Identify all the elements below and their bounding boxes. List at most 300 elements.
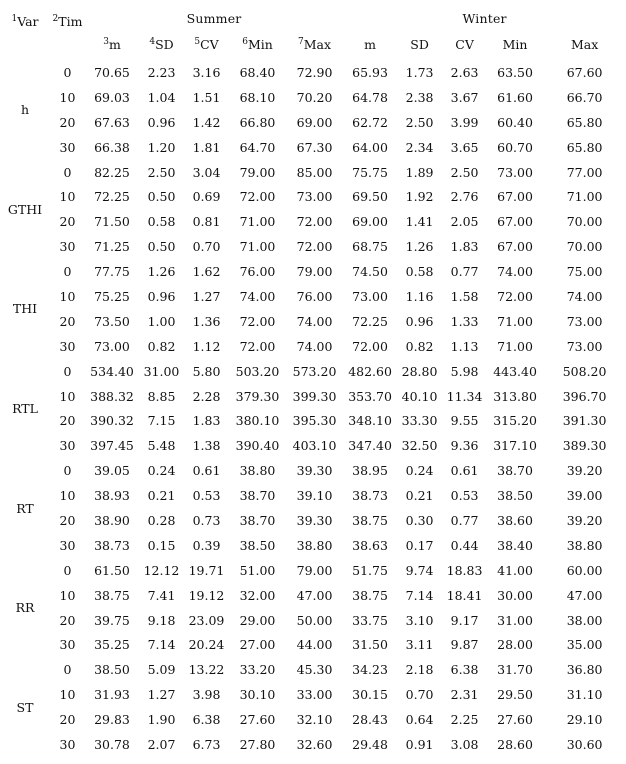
time-cell: 20 [59, 313, 76, 329]
value-cell: 70.00 [566, 214, 603, 230]
header-tim [50, 0, 85, 60]
value-cell: 38.75 [352, 512, 388, 528]
header-label: Min [247, 36, 273, 52]
value-cell: 0.21 [147, 488, 176, 504]
header-label: m [108, 36, 121, 52]
time-cell: 20 [59, 214, 76, 230]
variable-label: RT [16, 500, 34, 516]
value-cell: 67.60 [566, 64, 603, 80]
value-cell: 1.12 [192, 338, 221, 354]
value-cell: 396.70 [562, 388, 607, 404]
value-cell: 0.70 [405, 687, 434, 703]
header-label: Max [303, 36, 332, 52]
value-cell: 32.50 [401, 438, 438, 454]
value-cell: 1.90 [147, 712, 176, 728]
value-cell: 0.50 [147, 239, 176, 255]
table-row [0, 408, 626, 433]
value-cell: 9.55 [450, 413, 479, 429]
value-cell: 71.25 [94, 239, 130, 255]
variable-label: RR [15, 600, 35, 616]
table-row [0, 707, 626, 732]
value-cell: 38.80 [296, 537, 333, 553]
value-cell: 2.76 [450, 189, 479, 205]
value-cell: 27.60 [239, 712, 276, 728]
value-cell: 38.00 [566, 612, 603, 628]
value-cell: 65.80 [566, 139, 603, 155]
value-cell: 0.44 [450, 537, 479, 553]
value-cell: 66.38 [94, 139, 130, 155]
value-cell: 33.20 [239, 662, 276, 678]
header-winter-cv: CV [455, 36, 474, 52]
value-cell: 73.00 [94, 338, 130, 354]
value-cell: 389.30 [562, 438, 607, 454]
time-cell: 10 [59, 488, 76, 504]
value-cell: 399.30 [292, 388, 337, 404]
value-cell: 27.00 [239, 637, 276, 653]
value-cell: 31.70 [497, 662, 533, 678]
value-cell: 1.83 [192, 413, 221, 429]
value-cell: 0.15 [147, 537, 176, 553]
value-cell: 73.00 [497, 164, 533, 180]
value-cell: 380.10 [235, 413, 280, 429]
value-cell: 1.04 [147, 89, 176, 105]
value-cell: 69.00 [352, 214, 388, 230]
value-cell: 3.04 [192, 164, 221, 180]
time-cell: 20 [59, 712, 76, 728]
value-cell: 0.61 [192, 463, 221, 479]
value-cell: 38.40 [497, 537, 533, 553]
value-cell: 2.50 [450, 164, 479, 180]
value-cell: 0.28 [147, 512, 176, 528]
value-cell: 68.75 [352, 239, 388, 255]
value-cell: 39.20 [566, 512, 603, 528]
value-cell: 18.41 [446, 587, 483, 603]
value-cell: 1.42 [192, 114, 221, 130]
value-cell: 390.32 [90, 413, 134, 429]
value-cell: 38.95 [352, 463, 388, 479]
value-cell: 19.71 [188, 562, 225, 578]
value-cell: 75.25 [94, 288, 130, 304]
value-cell: 28.80 [401, 363, 438, 379]
value-cell: 2.31 [450, 687, 479, 703]
value-cell: 69.50 [352, 189, 388, 205]
table-row [0, 433, 626, 458]
value-cell: 397.45 [90, 438, 134, 454]
table-row [0, 583, 626, 608]
value-cell: 1.00 [147, 313, 176, 329]
value-cell: 347.40 [348, 438, 392, 454]
header-winter-m: m [364, 36, 376, 52]
value-cell: 1.81 [192, 139, 221, 155]
header-summer-max [286, 28, 343, 60]
value-cell: 0.73 [192, 512, 221, 528]
value-cell: 508.20 [562, 363, 607, 379]
value-cell: 41.00 [497, 562, 533, 578]
value-cell: 72.00 [352, 338, 388, 354]
value-cell: 0.24 [405, 463, 434, 479]
header-label: SD [155, 36, 174, 52]
value-cell: 1.26 [147, 264, 176, 280]
value-cell: 5.98 [450, 363, 479, 379]
value-cell: 0.39 [192, 537, 221, 553]
table-row [0, 732, 626, 757]
header-group-summer: Summer [186, 11, 242, 26]
table-row [0, 608, 626, 633]
value-cell: 68.40 [239, 64, 276, 80]
value-cell: 0.21 [405, 488, 434, 504]
value-cell: 29.48 [352, 736, 388, 752]
value-cell: 2.28 [192, 388, 221, 404]
value-cell: 2.63 [450, 64, 479, 80]
table-row [0, 209, 626, 234]
value-cell: 67.30 [296, 139, 333, 155]
time-cell: 10 [59, 288, 76, 304]
value-cell: 38.90 [94, 512, 130, 528]
value-cell: 3.16 [192, 64, 221, 80]
time-cell: 10 [59, 89, 76, 105]
value-cell: 2.23 [147, 64, 176, 80]
value-cell: 62.72 [352, 114, 388, 130]
value-cell: 379.30 [235, 388, 280, 404]
value-cell: 317.10 [493, 438, 537, 454]
value-cell: 6.73 [192, 736, 221, 752]
table-row [0, 508, 626, 533]
value-cell: 5.09 [147, 662, 176, 678]
time-cell: 0 [63, 164, 72, 180]
value-cell: 38.50 [239, 537, 276, 553]
value-cell: 30.10 [239, 687, 276, 703]
value-cell: 29.50 [497, 687, 533, 703]
value-cell: 2.34 [405, 139, 434, 155]
value-cell: 75.75 [352, 164, 388, 180]
table-row [0, 657, 626, 682]
value-cell: 39.75 [94, 612, 130, 628]
value-cell: 76.00 [239, 264, 276, 280]
value-cell: 31.93 [94, 687, 130, 703]
table-row [0, 533, 626, 558]
value-cell: 3.65 [450, 139, 479, 155]
value-cell: 0.70 [192, 239, 221, 255]
value-cell: 65.80 [566, 114, 603, 130]
time-cell: 0 [63, 64, 72, 80]
variable-label: GTHI [7, 201, 43, 217]
value-cell: 38.50 [497, 488, 533, 504]
value-cell: 7.14 [405, 587, 434, 603]
value-cell: 0.64 [405, 712, 434, 728]
value-cell: 71.00 [497, 313, 533, 329]
header-winter-min: Min [502, 36, 528, 52]
value-cell: 503.20 [235, 363, 280, 379]
time-cell: 10 [59, 388, 76, 404]
value-cell: 34.23 [352, 662, 388, 678]
value-cell: 1.73 [405, 64, 434, 80]
value-cell: 3.11 [405, 637, 434, 653]
value-cell: 30.00 [497, 587, 533, 603]
value-cell: 82.25 [94, 164, 130, 180]
value-cell: 61.50 [94, 562, 130, 578]
table-row [0, 284, 626, 309]
value-cell: 38.80 [566, 537, 603, 553]
value-cell: 64.70 [239, 139, 276, 155]
value-cell: 5.48 [147, 438, 176, 454]
variable-label: RTL [12, 400, 38, 416]
value-cell: 534.40 [90, 363, 134, 379]
value-cell: 72.90 [296, 64, 333, 80]
value-cell: 45.30 [296, 662, 333, 678]
value-cell: 388.32 [90, 388, 134, 404]
value-cell: 1.26 [405, 239, 434, 255]
table-row [0, 334, 626, 359]
header-sup: 6 [242, 36, 248, 47]
value-cell: 0.69 [192, 189, 221, 205]
time-cell: 10 [59, 189, 76, 205]
value-cell: 60.40 [497, 114, 533, 130]
value-cell: 1.51 [192, 89, 221, 105]
table-row [0, 309, 626, 334]
value-cell: 0.61 [450, 463, 479, 479]
value-cell: 315.20 [493, 413, 537, 429]
header-winter-sd: SD [410, 36, 429, 52]
value-cell: 71.00 [497, 338, 533, 354]
value-cell: 0.91 [405, 736, 434, 752]
time-cell: 20 [59, 512, 76, 528]
time-cell: 0 [63, 662, 72, 678]
value-cell: 66.70 [566, 89, 603, 105]
header-summer-min [229, 28, 286, 60]
value-cell: 68.10 [239, 89, 276, 105]
table-row [0, 60, 626, 85]
value-cell: 38.75 [352, 587, 388, 603]
value-cell: 71.50 [94, 214, 130, 230]
value-cell: 38.70 [497, 463, 533, 479]
header-row-groups [0, 0, 626, 28]
table-row [0, 110, 626, 135]
value-cell: 79.00 [296, 264, 333, 280]
value-cell: 63.50 [497, 64, 533, 80]
header-var-sup: 1 [11, 13, 18, 24]
value-cell: 38.93 [94, 488, 130, 504]
value-cell: 31.00 [497, 612, 533, 628]
variable-label: THI [12, 301, 38, 317]
time-cell: 0 [63, 363, 72, 379]
value-cell: 74.00 [239, 288, 276, 304]
value-cell: 1.83 [450, 239, 479, 255]
value-cell: 51.00 [239, 562, 276, 578]
value-cell: 69.03 [94, 89, 130, 105]
value-cell: 74.00 [566, 288, 603, 304]
value-cell: 74.00 [497, 264, 533, 280]
value-cell: 391.30 [562, 413, 607, 429]
time-cell: 30 [59, 736, 76, 752]
value-cell: 33.30 [401, 413, 438, 429]
value-cell: 0.53 [192, 488, 221, 504]
value-cell: 2.07 [147, 736, 176, 752]
value-cell: 0.82 [405, 338, 434, 354]
value-cell: 0.96 [147, 288, 176, 304]
value-cell: 9.18 [147, 612, 176, 628]
value-cell: 573.20 [292, 363, 337, 379]
header-summer-m [85, 28, 139, 60]
value-cell: 3.10 [405, 612, 434, 628]
value-cell: 64.00 [352, 139, 388, 155]
header-summer-sd [139, 28, 184, 60]
time-cell: 0 [63, 562, 72, 578]
value-cell: 27.80 [239, 736, 276, 752]
value-cell: 73.00 [296, 189, 333, 205]
value-cell: 390.40 [235, 438, 280, 454]
table-row [0, 184, 626, 209]
value-cell: 31.50 [352, 637, 388, 653]
value-cell: 31.10 [566, 687, 603, 703]
header-winter-max: Max [570, 36, 599, 52]
value-cell: 29.83 [94, 712, 130, 728]
value-cell: 38.73 [352, 488, 388, 504]
value-cell: 66.80 [239, 114, 276, 130]
value-cell: 0.81 [192, 214, 221, 230]
value-cell: 75.00 [566, 264, 603, 280]
value-cell: 69.00 [296, 114, 333, 130]
value-cell: 70.00 [566, 239, 603, 255]
value-cell: 395.30 [292, 413, 337, 429]
value-cell: 72.00 [296, 239, 333, 255]
value-cell: 11.34 [446, 388, 483, 404]
header-var [0, 0, 50, 60]
header-group-winter: Winter [462, 11, 507, 26]
value-cell: 6.38 [192, 712, 221, 728]
header-sup: 7 [298, 36, 304, 47]
header-sup: 3 [103, 36, 109, 47]
value-cell: 33.75 [352, 612, 388, 628]
value-cell: 1.13 [450, 338, 479, 354]
value-cell: 28.00 [497, 637, 533, 653]
value-cell: 28.60 [497, 736, 533, 752]
value-cell: 38.70 [239, 488, 276, 504]
value-cell: 353.70 [348, 388, 392, 404]
value-cell: 44.00 [296, 637, 333, 653]
value-cell: 443.40 [493, 363, 537, 379]
value-cell: 39.20 [566, 463, 603, 479]
value-cell: 60.70 [497, 139, 533, 155]
time-cell: 30 [59, 537, 76, 553]
time-cell: 0 [63, 463, 72, 479]
value-cell: 2.38 [405, 89, 434, 105]
table-row [0, 632, 626, 657]
value-cell: 35.00 [566, 637, 603, 653]
value-cell: 39.05 [94, 463, 130, 479]
value-cell: 71.00 [239, 239, 276, 255]
value-cell: 1.16 [405, 288, 434, 304]
value-cell: 71.00 [239, 214, 276, 230]
value-cell: 47.00 [566, 587, 603, 603]
value-cell: 29.10 [566, 712, 603, 728]
value-cell: 348.10 [348, 413, 392, 429]
value-cell: 73.50 [94, 313, 130, 329]
header-tim-label: Tim [58, 14, 83, 29]
time-cell: 30 [59, 139, 76, 155]
value-cell: 6.38 [450, 662, 479, 678]
value-cell: 32.60 [296, 736, 333, 752]
value-cell: 65.93 [352, 64, 388, 80]
value-cell: 73.00 [566, 313, 603, 329]
time-cell: 30 [59, 438, 76, 454]
header-sup: 4 [149, 36, 156, 47]
header-sup: 5 [194, 36, 201, 47]
value-cell: 28.43 [352, 712, 388, 728]
value-cell: 0.24 [147, 463, 176, 479]
value-cell: 0.53 [450, 488, 479, 504]
value-cell: 2.25 [450, 712, 479, 728]
value-cell: 39.10 [296, 488, 333, 504]
value-cell: 29.00 [239, 612, 276, 628]
value-cell: 79.00 [239, 164, 276, 180]
value-cell: 9.36 [450, 438, 479, 454]
table-row [0, 359, 626, 384]
value-cell: 79.00 [296, 562, 333, 578]
value-cell: 77.00 [566, 164, 603, 180]
variable-label: ST [16, 699, 34, 715]
value-cell: 36.80 [566, 662, 603, 678]
value-cell: 0.58 [147, 214, 176, 230]
value-cell: 2.50 [405, 114, 434, 130]
value-cell: 9.87 [450, 637, 479, 653]
value-cell: 72.00 [239, 313, 276, 329]
table-row [0, 682, 626, 707]
value-cell: 30.60 [566, 736, 603, 752]
value-cell: 3.98 [192, 687, 221, 703]
value-cell: 0.77 [450, 512, 479, 528]
value-cell: 5.80 [192, 363, 221, 379]
value-cell: 72.00 [239, 189, 276, 205]
header-label: CV [200, 36, 219, 52]
value-cell: 35.25 [94, 637, 130, 653]
value-cell: 72.00 [497, 288, 533, 304]
value-cell: 23.09 [188, 612, 225, 628]
value-cell: 85.00 [296, 164, 333, 180]
value-cell: 19.12 [188, 587, 225, 603]
value-cell: 2.18 [405, 662, 434, 678]
value-cell: 31.00 [143, 363, 180, 379]
value-cell: 7.41 [147, 587, 176, 603]
time-cell: 0 [63, 264, 72, 280]
value-cell: 74.50 [352, 264, 388, 280]
table-body [0, 60, 626, 757]
value-cell: 67.00 [497, 214, 533, 230]
table-row [0, 259, 626, 284]
value-cell: 20.24 [188, 637, 225, 653]
value-cell: 3.99 [450, 114, 479, 130]
variable-label: h [20, 102, 30, 118]
value-cell: 33.00 [296, 687, 333, 703]
value-cell: 313.80 [493, 388, 537, 404]
value-cell: 1.27 [147, 687, 176, 703]
value-cell: 40.10 [401, 388, 438, 404]
time-cell: 30 [59, 239, 76, 255]
value-cell: 1.27 [192, 288, 221, 304]
value-cell: 1.89 [405, 164, 434, 180]
value-cell: 38.75 [94, 587, 130, 603]
value-cell: 2.05 [450, 214, 479, 230]
value-cell: 73.00 [566, 338, 603, 354]
value-cell: 38.50 [94, 662, 130, 678]
value-cell: 72.00 [239, 338, 276, 354]
time-cell: 30 [59, 637, 76, 653]
header-summer-cv [184, 28, 229, 60]
time-cell: 20 [59, 612, 76, 628]
value-cell: 38.80 [239, 463, 276, 479]
value-cell: 32.10 [296, 712, 333, 728]
value-cell: 0.96 [405, 313, 434, 329]
value-cell: 71.00 [566, 189, 603, 205]
